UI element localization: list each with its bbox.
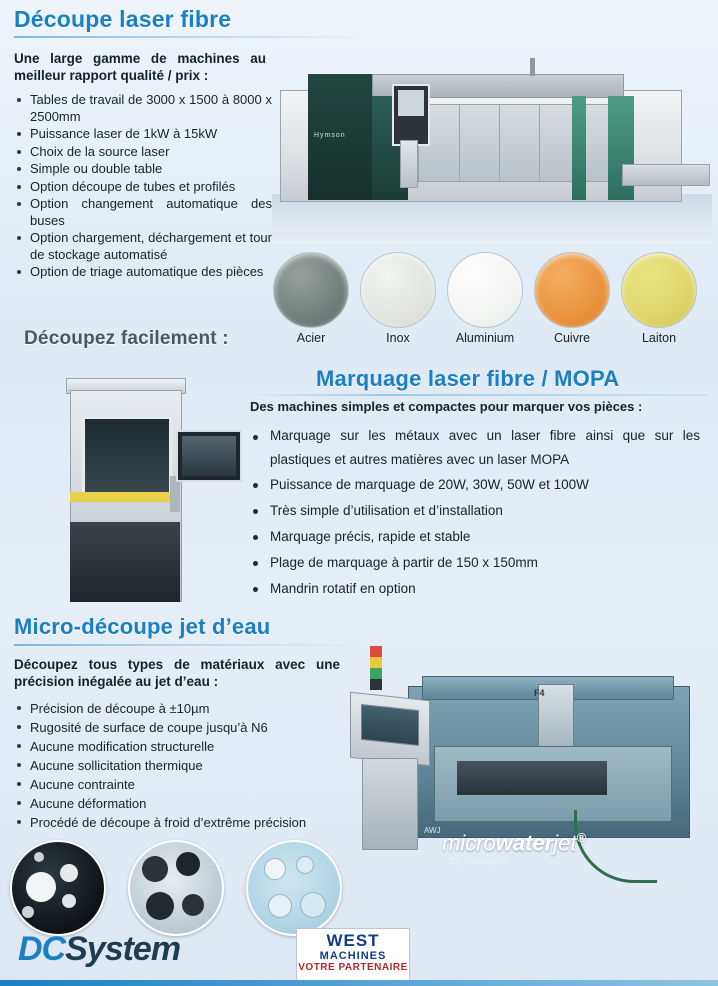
material-acier [272,252,350,345]
material-laiton [620,252,698,345]
title-rule-laser [14,36,366,38]
section-subtitle-cut-easily: Découpez facilement : [24,328,229,349]
material-label: Cuivre [553,331,591,345]
section-title-marking: Marquage laser fibre / MOPA [316,366,620,391]
logo-part-micro: micro [442,830,496,856]
section-title-laser: Découpe laser fibre [14,6,232,32]
material-disc [621,252,697,328]
sample-photo-metal-parts [10,840,106,936]
title-rule-marking [246,394,708,396]
waterjet-work-area [457,761,607,795]
partner-logo-line3: VOTRE PARTENAIRE [298,962,408,973]
logo-registered-mark: ® [576,830,587,845]
list-item: Mandrin rotatif en option [250,576,700,602]
list-item: Aucune déformation [14,795,354,813]
list-item: Très simple d’utilisation et d’installation [250,498,700,524]
sample-photo-micro-parts [246,840,342,936]
list-item: Tables de travail de 3000 x 1500 à 8000 x 2500mm [14,92,272,125]
company-logo-prefix: DC [18,930,66,968]
material-disc [273,252,349,328]
list-item: Option découpe de tubes et profilés [14,179,272,196]
marking-bullet-list [250,424,700,602]
material-label: Aluminium [455,331,515,345]
waterjet-side-label: AWJ [424,826,441,835]
list-item: Aucune sollicitation thermique [14,757,354,775]
company-logo-suffix: System [65,930,181,968]
material-inox [359,252,437,345]
list-item: Option changement automatique des buses [14,196,272,229]
machine-green-panel-2 [572,96,586,200]
material-aluminium [446,252,524,345]
waterjet-lead-text: Découpez tous types de matériaux avec une précision inégalée au jet d’eau : [14,657,340,689]
marking-machine-monitor [176,430,242,482]
list-item: Choix de la source laser [14,144,272,161]
material-disc [447,252,523,328]
section-title-waterjet: Micro-découpe jet d’eau [14,614,271,639]
machine-brand-label: Hymson [314,132,346,139]
material-disc [360,252,436,328]
machine-window [418,104,620,182]
waterjet-logo-subtitle: by Daetwyler [450,856,508,867]
material-label: Laiton [641,331,677,345]
marking-machine-window [82,416,172,498]
waterjet-product-logo [442,830,586,856]
waterjet-console-stand [362,758,418,850]
title-rule-waterjet [14,644,366,646]
marking-machine-photo [30,372,250,612]
partner-logo [296,928,410,982]
material-label: Inox [386,331,410,345]
laser-cutting-machine-photo [272,44,712,244]
list-item: Puissance laser de 1kW à 15kW [14,126,272,143]
list-item: Marquage précis, rapide et stable [250,524,700,550]
machine-signal-mast [530,58,535,76]
logo-part-water: water [495,830,554,856]
list-item: Simple ou double table [14,161,272,178]
material-cuivre [533,252,611,345]
machine-exit-conveyor [622,164,710,186]
waterjet-panel-label: F4 [534,688,545,698]
material-label: Acier [296,331,326,345]
waterjet-hose [574,810,657,883]
waterjet-bullet-list [14,700,354,833]
list-item: Rugosité de surface de coupe jusqu’à N6 [14,719,354,737]
material-disc [534,252,610,328]
waterjet-cnc-console [350,692,430,766]
waterjet-machine-photo [338,640,710,902]
machine-control-arm [400,140,418,188]
laser-bullet-list [14,92,272,282]
list-item: Plage de marquage à partir de 150 x 150mm [250,550,700,576]
partner-logo-line1: WEST [326,931,380,950]
list-item: Option chargement, déchargement et tour de stockage automatisé [14,230,272,263]
list-item: Aucune modification structurelle [14,738,354,756]
marking-machine-base [70,522,180,602]
list-item: Précision de découpe à ±10µm [14,700,354,718]
material-samples [272,252,708,348]
footer-bar [0,980,718,986]
signal-tower-icon [370,646,382,690]
logo-part-jet: jet [553,830,577,856]
list-item: Puissance de marquage de 20W, 30W, 50W et 100W [250,472,700,498]
company-logo [18,930,180,969]
sample-photo-filters [128,840,224,936]
laser-lead-text: Une large gamme de machines au meilleur rapport qualité / prix : [14,51,266,83]
sample-parts-photos [10,840,356,936]
list-item: Aucune contrainte [14,776,354,794]
list-item: Marquage sur les métaux avec un laser fibre ainsi que sur les plastiques et autres matières avec un laser MOPA [250,424,700,472]
machine-control-panel [392,84,430,146]
marking-lead-text: Des machines simples et compactes pour marquer vos pièces : [250,399,643,414]
list-item: Option de triage automatique des pièces [14,264,272,281]
list-item: Procédé de découpe à froid d’extrême précision [14,814,354,832]
partner-logo-line2: MACHINES [319,950,387,962]
marking-machine-yellow-stripe [70,492,180,502]
